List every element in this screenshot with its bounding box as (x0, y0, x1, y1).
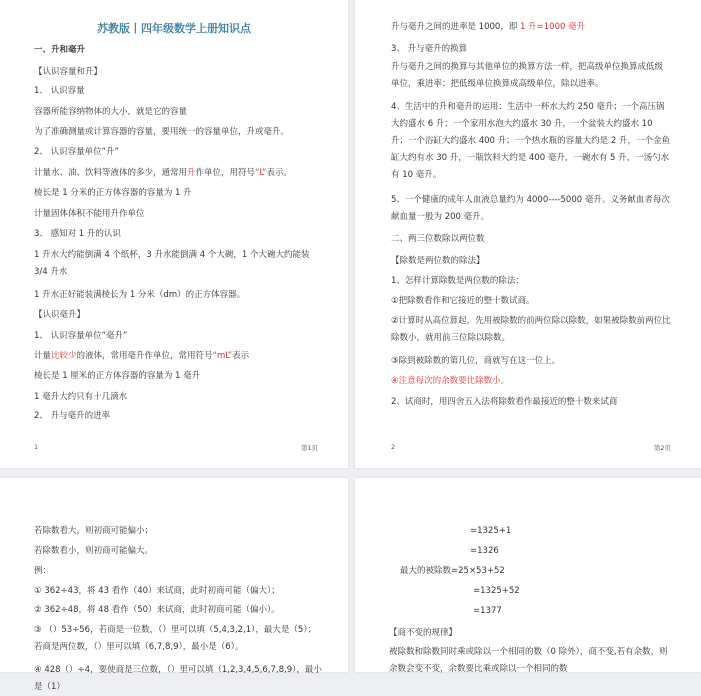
paragraph-line: 2、 升与毫升的进率 (34, 411, 111, 421)
paragraph-line: 容器所能容纳物体的大小，就是它的容量 (34, 107, 188, 117)
paragraph-line: 1、 认识容量单位“毫升” (34, 331, 128, 341)
paragraph-line: 若除数看小，则初商可能偏大。 (34, 546, 154, 556)
document-page-4 (355, 478, 701, 672)
document-page-2 (355, 0, 701, 468)
paragraph-line: 1 升水大约能倒满 4 个纸杯，3 升水能倒满 4 个大碗，1 个大碗大约能装 3/4 升水 (34, 250, 310, 277)
subsection-heading: 【除数是两位数的除法】 (391, 256, 485, 266)
equation-line: =1326 (470, 546, 499, 556)
paragraph-line: 1、 认识容量 (34, 86, 85, 96)
document-page-1 (0, 0, 348, 468)
paragraph-line: ①把除数看作和它接近的整十数试商。 (391, 296, 535, 306)
paragraph-line: 1 毫升大约只有十几滴水 (34, 392, 128, 402)
paragraph-line: 若除数看大，则初商可能偏小； (34, 526, 154, 536)
paragraph-line: 2、 认识容量单位“升” (34, 147, 119, 157)
page-number: 第1页 (300, 444, 318, 452)
paragraph-line: 被除数和除数同时乘或除以一个相同的数（0 除外），商不变,若有余数，则余数会变不变，余数要比乘或除以一个相同的数 (389, 647, 668, 674)
paragraph-line: 5、一个健康的成年人血液总量约为 4000----5000 毫升。义务献血者每次献血量一般为 200 毫升。 (391, 195, 670, 222)
document-title: 苏教版丨四年级数学上册知识点 (97, 22, 251, 35)
equation-line: 最大的被除数=25×53+52 (400, 566, 505, 576)
subsection-heading: 【商不变的规律】 (389, 628, 458, 638)
paragraph-line: ④ 428（）÷4，要使商是三位数，（）里可以填（1,2,3,4,5,6,7,8,9），最小是（1） (34, 665, 322, 692)
page-number: 第2页 (653, 444, 671, 452)
paragraph-line: 3、 感知对 1 升的认识 (34, 229, 121, 239)
document-page-3 (0, 478, 348, 692)
paragraph-line: ② 362÷48，将 48 看作（50）来试商，此时初商可能（偏小）。 (34, 605, 280, 615)
subsection-heading: 【认识容量和升】 (34, 67, 103, 77)
paragraph-line: ③除到被除数的第几位，商就写在这一位上。 (391, 356, 561, 366)
paragraph-line: ③ （）53÷56，若商是一位数，（）里可以填（5,4,3,2,1），最大是（5）；若商是两位数，（）里可以填（6,7,8,9），最小是（6）。 (34, 625, 317, 652)
equation-line: =1377 (473, 606, 502, 616)
paragraph-line: 升与毫升之间的进率是 1000，即 1 升=1000 毫升 (391, 22, 586, 32)
subsection-heading: 【认识毫升】 (34, 310, 86, 320)
paragraph-line: 升与毫升之间的换算与其他单位的换算方法一样，把高级单位换算成低级单位，乘进率；把低级单位换算成高级单位，除以进率。 (391, 62, 664, 89)
highlighted-line: ④注意每次的余数要比除数小。 (391, 376, 510, 386)
equation-line: =1325+1 (470, 526, 512, 536)
footer-mark: 1 (34, 443, 39, 451)
paragraph-line: 4、生活中的升和毫升的运用：生活中一杯水大约 250 毫升；一个高压锅大约盛水 6 升；一个家用水泡大约盛水 30 升，一个盆装大约盛水 10 升；一个浴缸大约盛水 400 升；一个热水瓶的容量大约是 2 升，一个金鱼缸大约有水 30 升，一瓶饮料大约是 400 毫升，一碗水有 5 升，一汤勺水有 10 毫升。 (391, 102, 670, 180)
equation-line: =1325+52 (473, 586, 520, 596)
paragraph-line: ②计算时从高位算起，先用被除数的前两位除以除数，如果被除数前两位比除数小，就用前三位除以除数。 (391, 316, 671, 343)
paragraph-line: 计量比较少的液体，常用毫升作单位，常用符号“mL”表示 (34, 351, 250, 361)
paragraph-line: 棱长是 1 厘米的正方体容器的容量为 1 毫升 (34, 371, 201, 381)
paragraph-line: 计量水、油、饮料等液体的多少，通常用升作单位，用符号“L”表示。 (34, 168, 292, 178)
paragraph-line: 1 升水正好能装满棱长为 1 分米（dm）的正方体容器。 (34, 290, 246, 300)
paragraph-line: ① 362÷43，将 43 看作（40）来试商，此时初商可能（偏大）； (34, 586, 280, 596)
paragraph-line: 为了准确测量或计算容器的容量，要用统一的容量单位，升或毫升。 (34, 127, 290, 137)
paragraph-line: 2、试商时，用四舍五入法将除数看作最接近的整十数来试商 (391, 397, 618, 407)
paragraph-line: 例： (34, 566, 52, 576)
paragraph-line: 1、怎样计算除数是两位数的除法： (391, 276, 524, 286)
paragraph-line: 3、 升与毫升的换算 (391, 44, 468, 54)
section-heading: 二、两三位数除以两位数 (391, 234, 485, 244)
section-heading: 一、升和毫升 (34, 45, 86, 55)
footer-mark: 2 (391, 443, 396, 451)
paragraph-line: 计量固体体积不能用升作单位 (34, 209, 145, 219)
paragraph-line: 棱长是 1 分米的正方体容器的容量为 1 升 (34, 188, 192, 198)
